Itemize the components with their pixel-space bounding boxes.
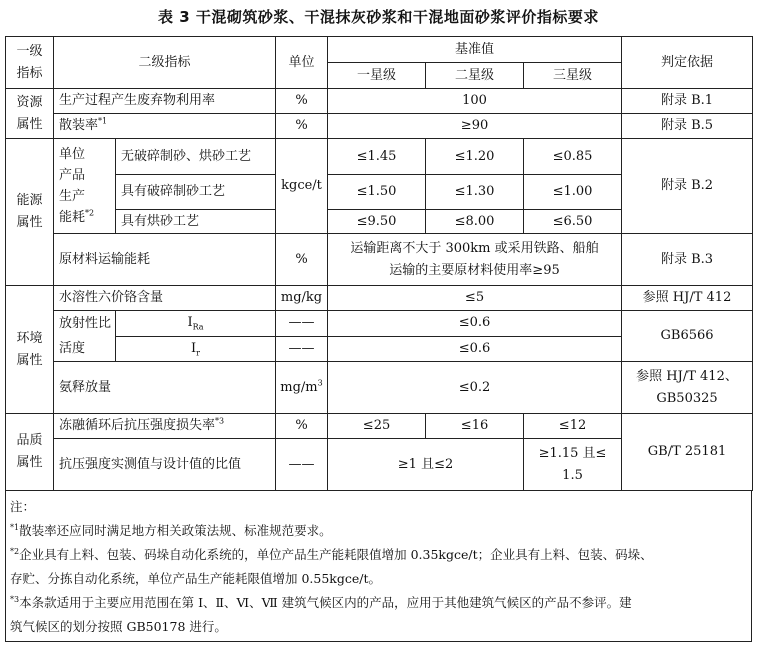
header-unit: 单位 (276, 37, 328, 89)
table-row (6, 414, 753, 439)
value-cell: ≤16 (426, 414, 524, 439)
indicator-name: 水溶性六价铬含量 (54, 286, 276, 311)
value-cell: ≤1.20 (426, 139, 524, 175)
value-cell: ≥1 且≤2 (328, 439, 524, 491)
header-basis: 判定依据 (622, 37, 753, 89)
header-base-value: 基准值 (328, 37, 622, 63)
indicator-name: 散装率$^{*1}$ (54, 114, 276, 139)
unit-cell: % (276, 414, 328, 439)
value-cell: ≤0.2 (328, 362, 622, 414)
value-cell: ≤5 (328, 286, 622, 311)
value-cell: 100 (328, 89, 622, 114)
radioactivity-label: 放射性比 活度 (54, 311, 116, 362)
energy-sub-label: 单位 产品 生产 能耗$^{*2}$ (54, 139, 116, 234)
unit-cell: % (276, 234, 328, 286)
table-row (6, 139, 753, 175)
value-cell: ≤12 (524, 414, 622, 439)
header-star3: 三星级 (524, 63, 622, 89)
value-cell: ≤0.6 (328, 311, 622, 337)
table-row (6, 114, 753, 139)
table-title: 表 3 干混砌筑砂浆、干混抹灰砂浆和干混地面砂浆评价指标要求 (158, 8, 599, 26)
value-cell: ≤0.85 (524, 139, 622, 175)
basis-cell: 附录 B.5 (622, 114, 753, 139)
value-cell: ≤25 (328, 414, 426, 439)
table-row (6, 362, 753, 414)
value-cell: 运输距离不大于 300km 或采用铁路、船舶运输的主要原材料使用率≥95 (328, 234, 622, 286)
value-cell: ≤1.45 (328, 139, 426, 175)
indicator-name: 无破碎制砂、烘砂工艺 (116, 139, 276, 175)
unit-cell: —— (276, 311, 328, 337)
header-star2: 二星级 (426, 63, 524, 89)
value-cell: ≤1.30 (426, 175, 524, 210)
value-cell: ≤9.50 (328, 210, 426, 234)
header-level2: 二级指标 (54, 37, 276, 89)
header-level1: 一级 指标 (6, 37, 54, 89)
value-cell: ≤6.50 (524, 210, 622, 234)
indicator-name: 氨释放量 (54, 362, 276, 414)
energy-label: 能源 属性 (6, 139, 54, 286)
table-row (6, 311, 753, 337)
unit-cell: —— (276, 336, 328, 362)
basis-cell: 附录 B.1 (622, 89, 753, 114)
basis-cell: GB/T 25181 (622, 414, 753, 491)
unit-cell: $mg/m^3$ (276, 362, 328, 414)
basis-cell: GB6566 (622, 311, 753, 362)
unit-cell: % (276, 89, 328, 114)
value-cell: ≤1.00 (524, 175, 622, 210)
note-1: $^{*1}$散装率还应同时满足地方相关政策法规、标准规范要求。 (10, 522, 332, 538)
indicator-name: $I_r$ (116, 336, 276, 362)
unit-cell: % (276, 114, 328, 139)
basis-cell: 附录 B.2 (622, 139, 753, 234)
unit-cell: mg/kg (276, 286, 328, 311)
notes-head: 注： (10, 499, 36, 514)
table-row (6, 89, 753, 114)
basis-cell: 参照 HJ/T 412、 GB50325 (622, 362, 753, 414)
evaluation-table (5, 36, 753, 491)
basis-cell: 参照 HJ/T 412 (622, 286, 753, 311)
unit-cell: kgce/t (276, 139, 328, 234)
value-cell: ≤0.6 (328, 336, 622, 362)
basis-cell: 附录 B.3 (622, 234, 753, 286)
evaluation-table-wrapper (5, 36, 752, 642)
indicator-name: 具有破碎制砂工艺 (116, 175, 276, 210)
note-2: $^{*2}$企业具有上料、包装、码垛自动化系统的，单位产品生产能耗限值增加 0.35kgce/t；企业具有上料、包装、码垛、 (10, 546, 653, 562)
indicator-name: 抗压强度实测值与设计值的比值 (54, 439, 276, 491)
value-cell: ≥1.15 且≤ 1.5 (524, 439, 622, 491)
unit-cell: —— (276, 439, 328, 491)
quality-label: 品质 属性 (6, 414, 54, 491)
indicator-name: 具有烘砂工艺 (116, 210, 276, 234)
note-2-cont: 存贮、分拣自动化系统，单位产品生产能耗限值增加 0.55kgce/t。 (10, 571, 382, 586)
value-cell: ≥90 (328, 114, 622, 139)
value-cell: ≤1.50 (328, 175, 426, 210)
indicator-name: 冻融循环后抗压强度损失率$^{*3}$ (54, 414, 276, 439)
table-row (6, 234, 753, 286)
notes-section (5, 491, 752, 642)
header-star1: 一星级 (328, 63, 426, 89)
resource-label: 资源 属性 (6, 89, 54, 139)
indicator-name: 原材料运输能耗 (54, 234, 276, 286)
table-row (6, 286, 753, 311)
environment-label: 环境 属性 (6, 286, 54, 414)
value-cell: ≤8.00 (426, 210, 524, 234)
note-3: $^{*3}$本条款适用于主要应用范围在第 Ⅰ、Ⅱ、Ⅵ、Ⅶ 建筑气候区内的产品，应用于其他建筑气候区的产品不参评。建 (10, 594, 632, 610)
indicator-name: $I_{Ra}$ (116, 311, 276, 337)
indicator-name: 生产过程产生废弃物利用率 (54, 89, 276, 114)
note-3-cont: 筑气候区的划分按照 GB50178 进行。 (10, 619, 227, 634)
